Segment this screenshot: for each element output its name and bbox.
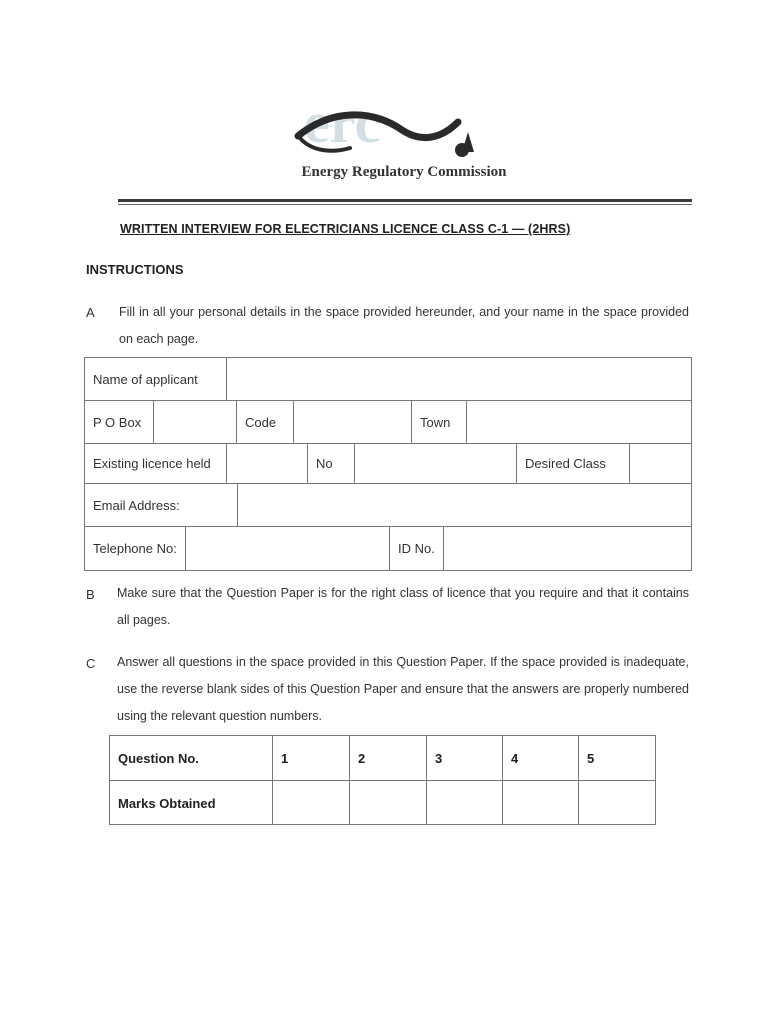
question-4: 4 — [511, 750, 519, 766]
row-email — [85, 484, 691, 527]
question-no-label: Question No. — [118, 750, 199, 766]
instruction-c-text: Answer all questions in the space provided in this Question Paper. If the space provided is inadequate, use the reverse blank sides of this Question Paper and ensure that the answers are properly numbered using the relevant question numbers. — [117, 655, 689, 723]
erc-logo — [290, 92, 490, 164]
po-box-label: P O Box — [93, 414, 142, 430]
instruction-a-text: Fill in all your personal details in the space provided hereunder, and your name in the space provided on each page. — [119, 305, 689, 346]
desired-class-field[interactable] — [630, 444, 691, 483]
town-label: Town — [420, 414, 451, 430]
instruction-b-letter: B — [86, 587, 95, 602]
instruction-c-letter: C — [86, 656, 96, 671]
question-1: 1 — [281, 750, 289, 766]
existing-licence-label: Existing licence held — [93, 456, 211, 471]
name-field[interactable] — [227, 358, 691, 400]
po-box-field[interactable] — [154, 401, 236, 443]
email-field[interactable] — [238, 484, 691, 526]
telephone-label: Telephone No: — [93, 541, 177, 556]
marks-field-2[interactable] — [350, 781, 426, 825]
code-field[interactable] — [294, 401, 411, 443]
row-address — [85, 401, 691, 444]
desired-class-label: Desired Class — [525, 456, 606, 471]
question-5: 5 — [587, 750, 595, 766]
existing-licence-field[interactable] — [227, 444, 307, 483]
header-rule — [118, 199, 692, 202]
question-2: 2 — [358, 750, 366, 766]
instructions-heading: INSTRUCTIONS — [86, 262, 184, 277]
document-title: WRITTEN INTERVIEW FOR ELECTRICIANS LICENCE CLASS C-1 — (2HRS) — [120, 222, 571, 236]
marks-obtained-label: Marks Obtained — [118, 795, 216, 811]
licence-no-field[interactable] — [355, 444, 516, 483]
question-number-row — [110, 736, 655, 780]
svg-text:erc: erc — [304, 92, 381, 155]
header-rule-thin — [118, 204, 692, 205]
marks-field-5[interactable] — [579, 781, 655, 825]
marks-table — [109, 735, 656, 825]
telephone-field[interactable] — [186, 527, 389, 570]
instruction-b-text: Make sure that the Question Paper is for the right class of licence that you require and that it contains all pages. — [117, 586, 689, 627]
organization-name: Energy Regulatory Commission — [301, 164, 507, 180]
marks-obtained-row — [110, 781, 655, 825]
row-licence — [85, 444, 691, 484]
instruction-a-letter: A — [86, 305, 95, 320]
marks-field-4[interactable] — [503, 781, 578, 825]
id-field[interactable] — [444, 527, 691, 570]
licence-no-label: No — [316, 456, 333, 471]
name-label: Name of applicant — [93, 371, 198, 387]
row-telephone — [85, 527, 691, 570]
town-field[interactable] — [467, 401, 691, 443]
question-3: 3 — [435, 750, 443, 766]
email-label: Email Address: — [93, 497, 180, 513]
row-name — [85, 358, 691, 401]
marks-field-3[interactable] — [427, 781, 502, 825]
marks-field-1[interactable] — [273, 781, 349, 825]
id-label: ID No. — [398, 541, 435, 556]
code-label: Code — [245, 414, 277, 430]
applicant-details-table — [84, 357, 692, 571]
